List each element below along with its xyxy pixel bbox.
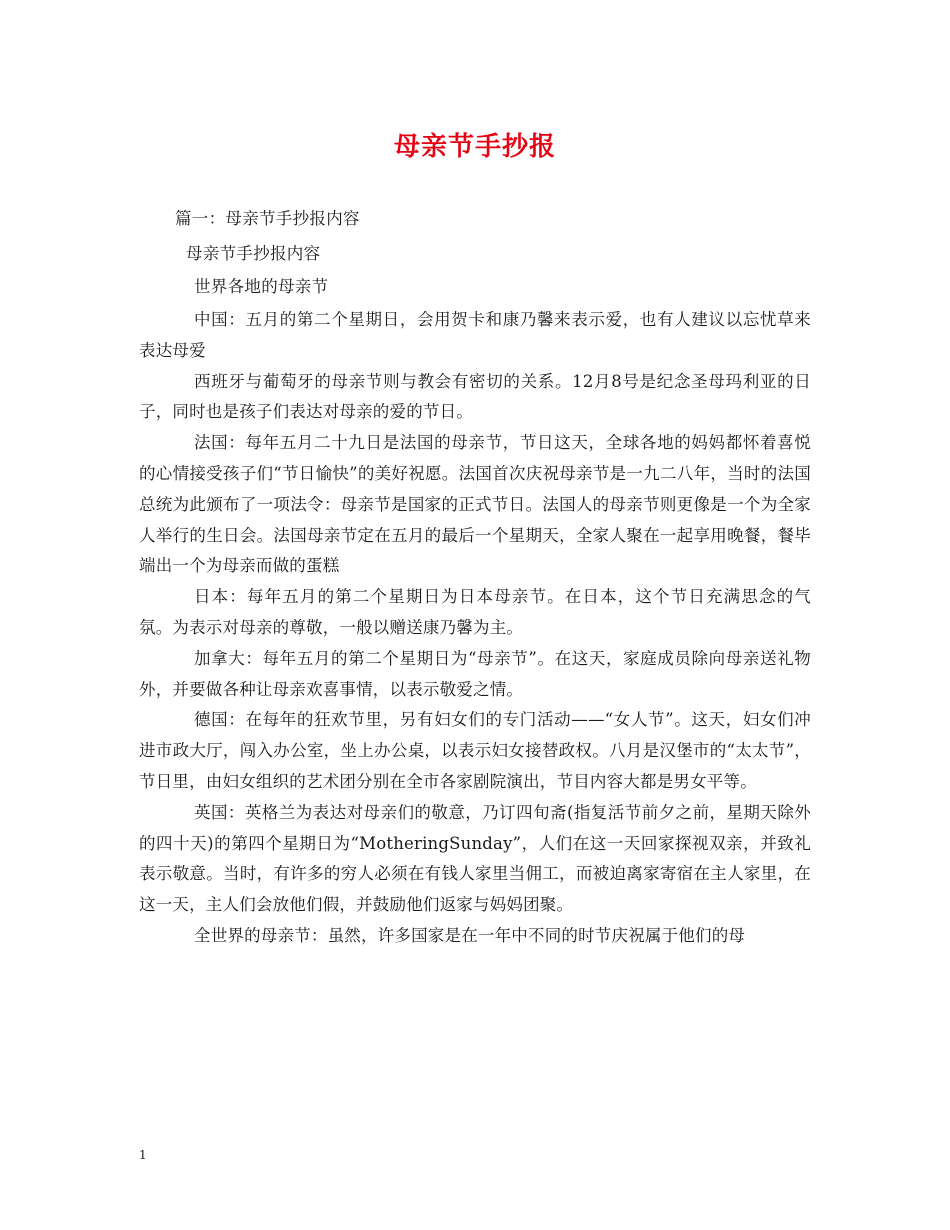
body-text xyxy=(139,305,811,952)
paragraph-germany: 德国：在每年的狂欢节里，另有妇女们的专门活动——“女人节”。这天，妇女们冲进市政大厅，闯入办公室，坐上办公桌，以表示妇女接替政权。八月是汉堡市的“太太节”，节日里，由妇女组织的艺术团分别在全市各家剧院演出，节目内容大都是男女平等。 xyxy=(139,710,811,791)
paragraph-spain-portugal: 西班牙与葡萄牙的母亲节则与教会有密切的关系。12月8号是纪念圣母玛利亚的日子，同时也是孩子们表达对母亲的爱的节日。 xyxy=(139,371,811,422)
paragraph-japan: 日本：每年五月的第二个星期日为日本母亲节。在日本，这个节日充满思念的气氛。为表示对母亲的尊敬，一般以赠送康乃馨为主。 xyxy=(139,587,811,637)
paragraph-france: 法国：每年五月二十九日是法国的母亲节，节日这天，全球各地的妈妈都怀着喜悦的心情接受孩子们“节日愉快”的美好祝愿。法国首次庆祝母亲节是一九二八年，当时的法国总统为此颁布了一项法令：母亲节是国家的正式节日。法国人的母亲节则更像是一个为全家人举行的生日会。法国母亲节定在五月的最后一个星期天，全家人聚在一起享用晚餐，餐毕端出一个为母亲而做的蛋糕 xyxy=(139,433,811,576)
document-title: 母亲节手抄报 xyxy=(393,132,556,162)
section-heading: 篇一：母亲节手抄报内容 xyxy=(175,209,360,228)
paragraph-worldwide: 全世界的母亲节：虽然，许多国家是在一年中不同的时节庆祝属于他们的母 xyxy=(194,925,746,945)
paragraph-england: 英国：英格兰为表达对母亲们的敬意，乃订四旬斋(指复活节前夕之前，星期天除外的四十天)的第四个星期日为“MotheringSunday”，人们在这一天回家探视双亲，并致礼表示敬意。当时，有许多的穷人必须在有钱人家里当佣工，而被迫离家寄宿在主人家里，在这一天，主人们会放他们假，并鼓励他们返家与妈妈团聚。 xyxy=(139,802,811,915)
topic-heading: 世界各地的母亲节 xyxy=(194,277,329,296)
paragraph-china: 中国：五月的第二个星期日，会用贺卡和康乃馨来表示爱，也有人建议以忘忧草来表达母爱 xyxy=(139,310,811,360)
page-number: 1 xyxy=(139,1148,147,1162)
paragraph-canada: 加拿大：每年五月的第二个星期日为“母亲节”。在这天，家庭成员除向母亲送礼物外，并要做各种让母亲欢喜事情，以表示敬爱之情。 xyxy=(139,648,811,699)
subheading: 母亲节手抄报内容 xyxy=(186,244,321,263)
